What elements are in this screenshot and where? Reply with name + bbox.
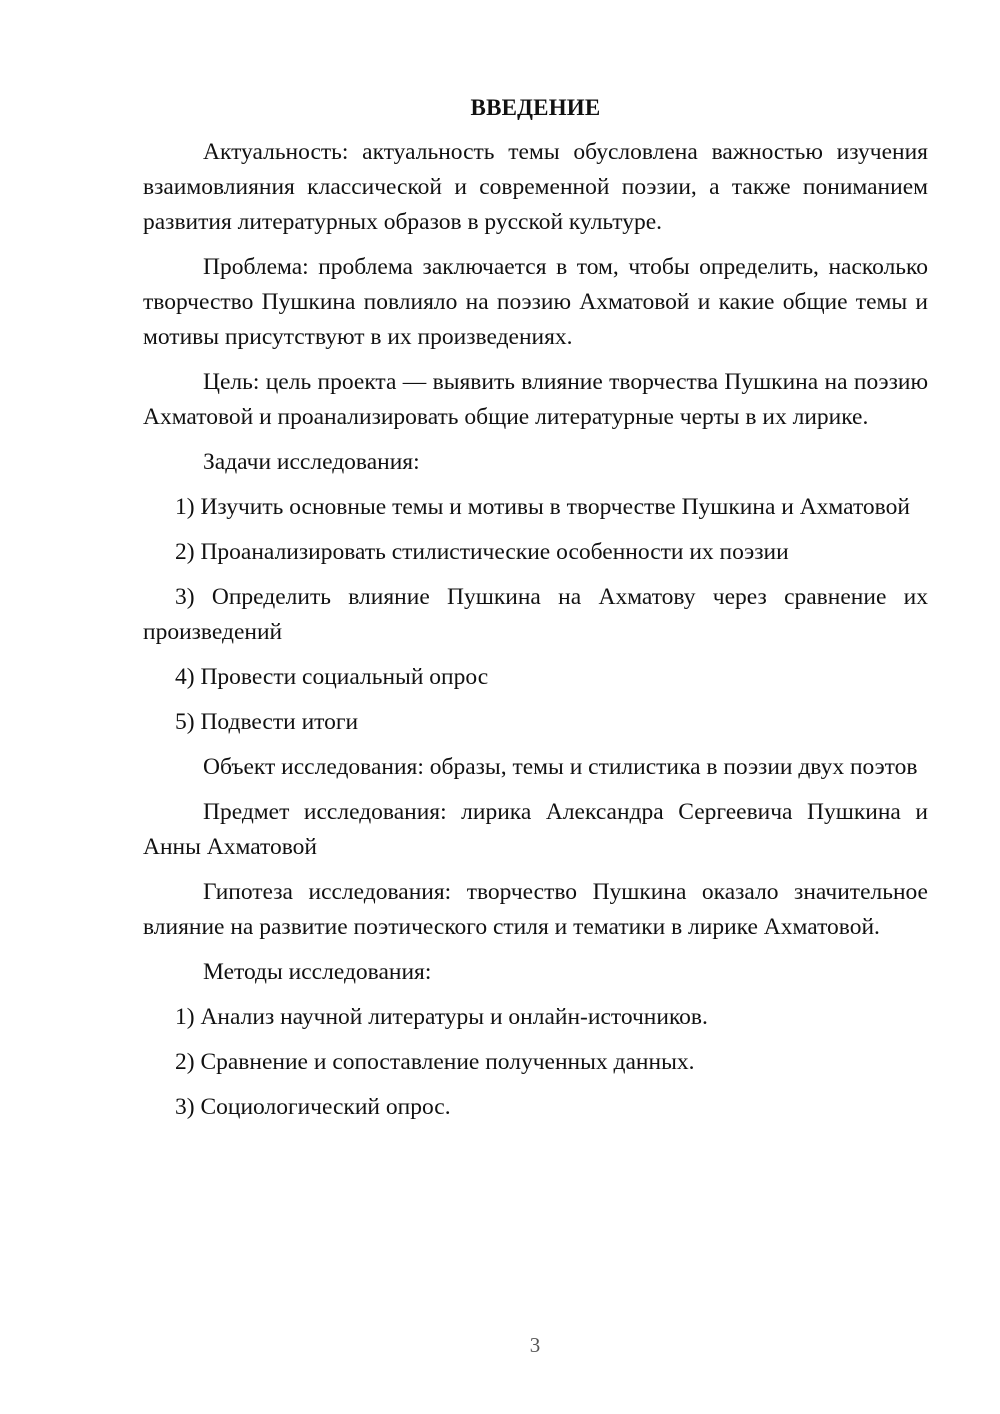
task-item-1: 1) Изучить основные темы и мотивы в творчестве Пушкина и Ахматовой [175, 494, 910, 520]
method-item-2: 2) Сравнение и сопоставление полученных данных. [175, 1049, 695, 1075]
tasks-heading: Задачи исследования: [203, 449, 420, 475]
method-item-3: 3) Социологический опрос. [175, 1094, 451, 1120]
task-item-2: 2) Проанализировать стилистические особенности их поэзии [175, 539, 789, 565]
goal-paragraph: Цель: цель проекта — выявить влияние творчества Пушкина на поэзию Ахматовой и проанализировать общие литературные черты в их лирике. [143, 369, 928, 430]
methods-heading: Методы исследования: [203, 959, 432, 985]
page-content [143, 90, 928, 1135]
relevance-paragraph: Актуальность: актуальность темы обусловлена важностью изучения взаимовлияния классической и современной поэзии, а также пониманием развития литературных образов в русской культуре. [143, 139, 928, 235]
section-title: ВВЕДЕНИЕ [470, 95, 601, 120]
task-item-5: 5) Подвести итоги [175, 709, 359, 735]
subject-paragraph: Предмет исследования: лирика Александра Сергеевича Пушкина и Анны Ахматовой [143, 799, 928, 860]
page-number: 3 [529, 1333, 541, 1357]
task-item-4: 4) Провести социальный опрос [175, 664, 489, 690]
object-paragraph: Объект исследования: образы, темы и стилистика в поэзии двух поэтов [203, 754, 918, 780]
hypothesis-paragraph: Гипотеза исследования: творчество Пушкина оказало значительное влияние на развитие поэтического стиля и тематики в лирике Ахматовой. [143, 879, 928, 940]
task-item-3: 3) Определить влияние Пушкина на Ахматову через сравнение их произведений [143, 584, 928, 645]
problem-paragraph: Проблема: проблема заключается в том, чтобы определить, насколько творчество Пушкина повлияло на поэзию Ахматовой и какие общие темы и мотивы присутствуют в их произведениях. [143, 254, 928, 350]
method-item-1: 1) Анализ научной литературы и онлайн-источников. [175, 1004, 708, 1030]
